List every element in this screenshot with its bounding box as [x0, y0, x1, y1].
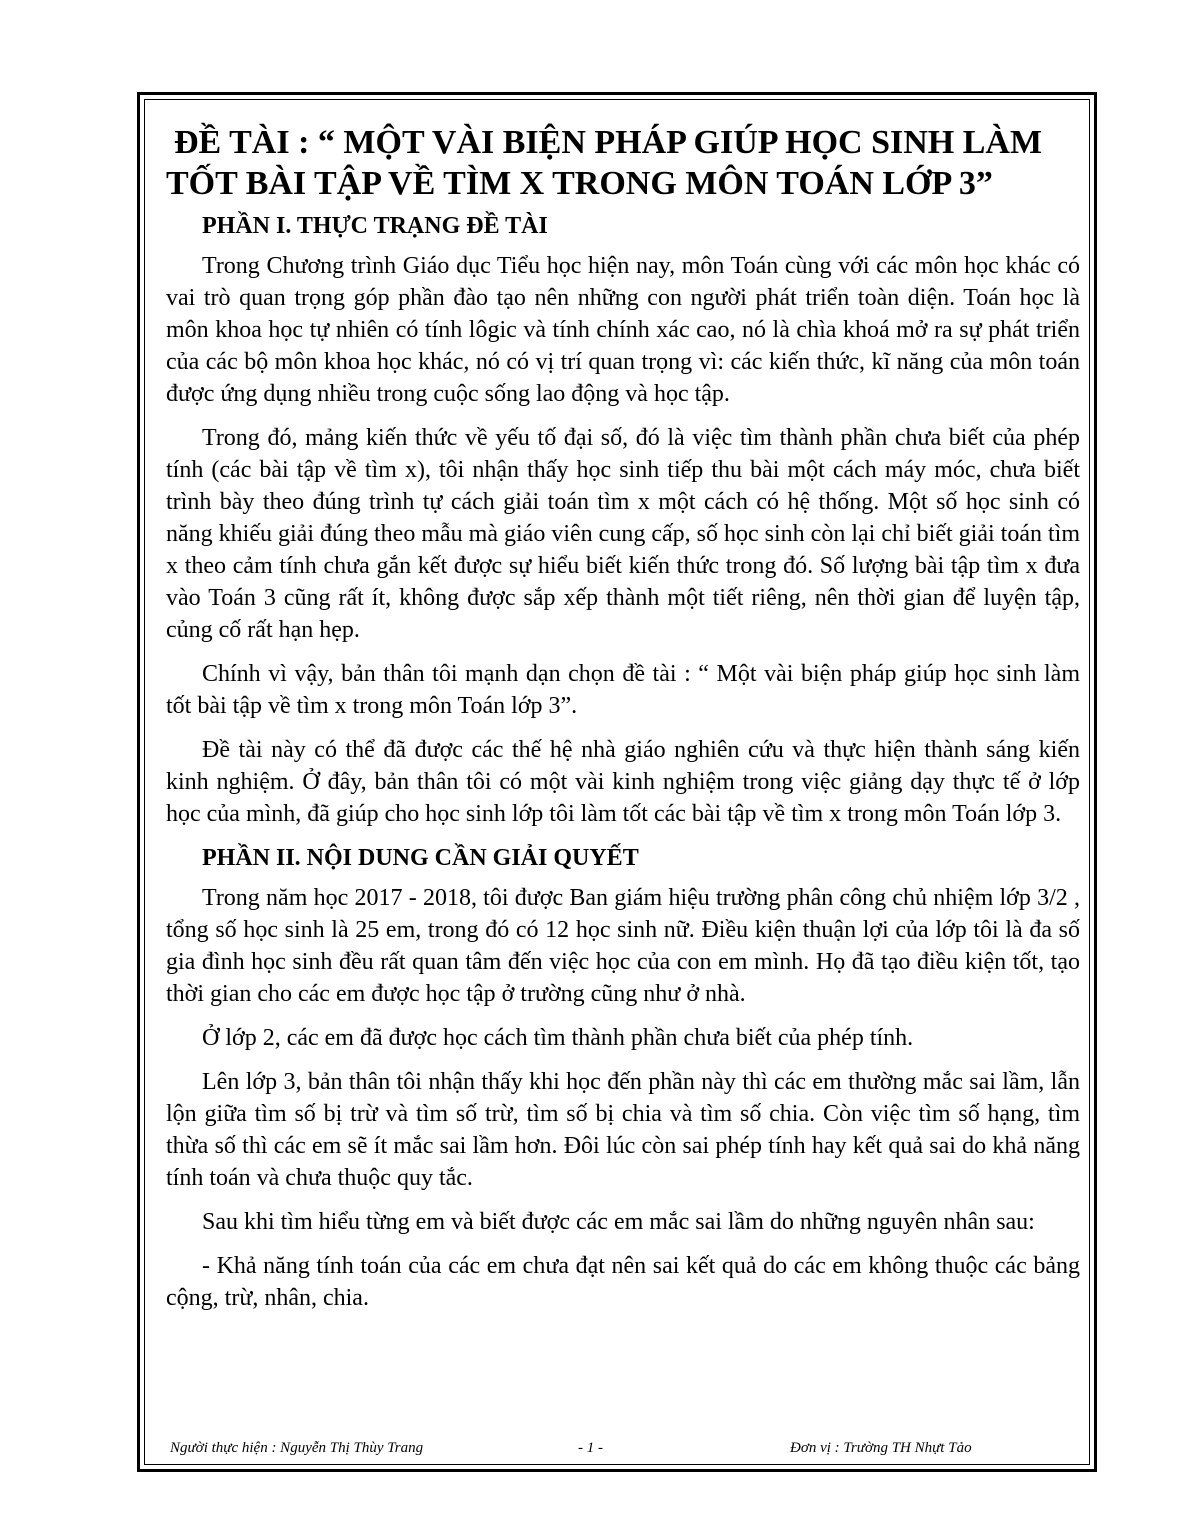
paragraph: Trong đó, mảng kiến thức về yếu tố đại số, đó là việc tìm thành phần chưa biết của phép tính (các bài tập về tìm x), tôi nhận thấy học sinh tiếp thu bài một cách máy móc, chưa biết trình bày theo đúng trình tự cách giải toán tìm x một cách có hệ thống. Một số học sinh có năng khiếu giải đúng theo mẫu mà giáo viên cung cấp, số học sinh còn lại chỉ biết giải toán tìm x theo cảm tính chưa gắn kết được sự hiểu biết kiến thức trong đó. Số lượng bài tập tìm x đưa vào Toán 3 cũng rất ít, không được sắp xếp thành một tiết riêng, nên thời gian để luyện tập, củng cố rất hạn hẹp. — [166, 425, 1080, 643]
section-heading-1: PHẦN I. THỰC TRẠNG ĐỀ TÀI — [202, 213, 548, 239]
document-body — [166, 122, 1080, 1326]
footer-page-number: - 1 - — [578, 1440, 603, 1456]
footer-unit: Đơn vị : Trường TH Nhựt Tảo — [790, 1440, 972, 1456]
document-title: ĐỀ TÀI : “ MỘT VÀI BIỆN PHÁP GIÚP HỌC SINH LÀM TỐT BÀI TẬP VỀ TÌM X TRONG MÔN TOÁN LỚP 3” — [166, 124, 1043, 202]
paragraph: Trong Chương trình Giáo dục Tiểu học hiện nay, môn Toán cùng với các môn học khác có vai trò quan trọng góp phần đào tạo nên những con người phát triển toàn diện. Toán học là môn khoa học tự nhiên có tính lôgic và tính chính xác cao, nó là chìa khoá mở ra sự phát triển của các bộ môn khoa học khác, nó có vị trí quan trọng vì: các kiến thức, kĩ năng của môn toán được ứng dụng nhiều trong cuộc sống lao động và học tập. — [166, 253, 1080, 407]
paragraph: Đề tài này có thể đã được các thế hệ nhà giáo nghiên cứu và thực hiện thành sáng kiến kinh nghiệm. Ở đây, bản thân tôi có một vài kinh nghiệm trong việc giảng dạy thực tế ở lớp học của mình, đã giúp cho học sinh lớp tôi làm tốt các bài tập về tìm x trong môn Toán lớp 3. — [166, 737, 1080, 827]
paragraph: - Khả năng tính toán của các em chưa đạt nên sai kết quả do các em không thuộc các bảng cộng, trừ, nhân, chia. — [166, 1253, 1080, 1311]
paragraph: Chính vì vậy, bản thân tôi mạnh dạn chọn đề tài : “ Một vài biện pháp giúp học sinh làm tốt bài tập về tìm x trong môn Toán lớp 3”. — [166, 661, 1080, 719]
section-heading-2: PHẦN II. NỘI DUNG CẦN GIẢI QUYẾT — [202, 845, 639, 871]
footer-author: Người thực hiện : Nguyễn Thị Thùy Trang — [170, 1440, 424, 1456]
paragraph: Sau khi tìm hiểu từng em và biết được các em mắc sai lầm do những nguyên nhân sau: — [202, 1209, 1035, 1235]
paragraph: Lên lớp 3, bản thân tôi nhận thấy khi học đến phần này thì các em thường mắc sai lầm, lẫn lộn giữa tìm số bị trừ và tìm số trừ, tìm số bị chia và tìm số chia. Còn việc tìm số hạng, tìm thừa số thì các em sẽ ít mắc sai lầm hơn. Đôi lúc còn sai phép tính hay kết quả sai do khả năng tính toán và chưa thuộc quy tắc. — [166, 1069, 1080, 1191]
paragraph: Ở lớp 2, các em đã được học cách tìm thành phần chưa biết của phép tính. — [202, 1025, 914, 1051]
paragraph: Trong năm học 2017 - 2018, tôi được Ban giám hiệu trường phân công chủ nhiệm lớp 3/2 , tổng số học sinh là 25 em, trong đó có 12 học sinh nữ. Điều kiện thuận lợi của lớp tôi là đa số gia đình học sinh đều rất quan tâm đến việc học của con em mình. Họ đã tạo điều kiện tốt, tạo thời gian cho các em được học tập ở trường cũng như ở nhà. — [166, 885, 1080, 1007]
page-footer — [170, 1440, 1070, 1464]
